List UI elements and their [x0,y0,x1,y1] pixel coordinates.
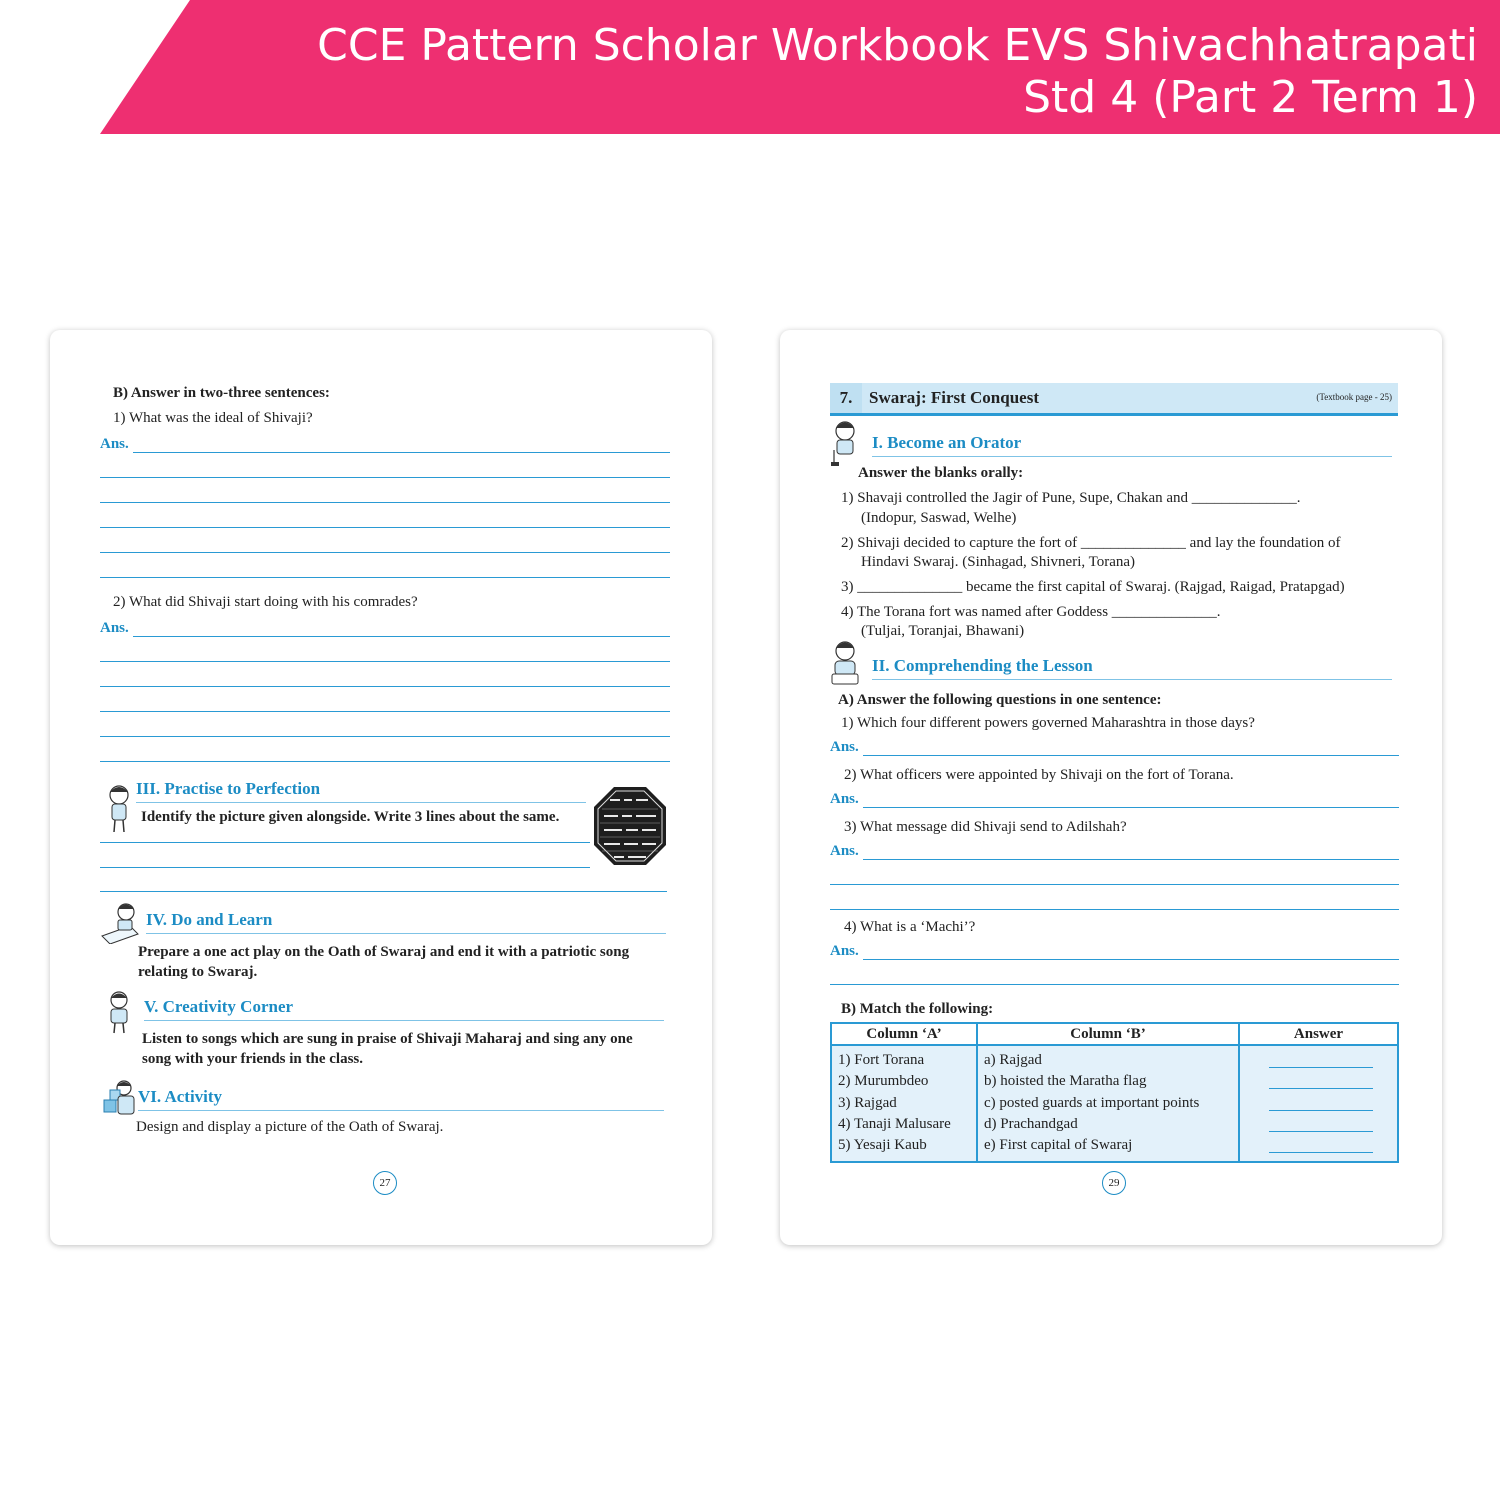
answer-blank[interactable] [1269,1110,1373,1111]
answer-label: Ans. [830,791,859,807]
orator-subheading: Answer the blanks orally: [858,465,1024,481]
textbook-reference: (Textbook page - 25) [1316,392,1392,402]
answer-line[interactable] [863,959,1399,960]
answer-line[interactable] [100,867,590,868]
section-rule [144,1020,664,1021]
answer-line[interactable] [100,477,670,478]
reading-student-icon [106,991,132,1035]
column-b-item: b) hoisted the Maratha flag [984,1073,1147,1090]
answer-line[interactable] [100,761,670,762]
banner-title-line2: Std 4 (Part 2 Term 1) [1023,72,1478,123]
column-a-header: Column ‘A’ [831,1023,977,1045]
student-icon [105,784,133,834]
column-a-item: 5) Yesaji Kaub [838,1137,927,1154]
royal-seal-image [592,785,668,867]
comprehension-question-4: 4) What is a ‘Machi’? [844,919,976,935]
left-page [50,330,712,1245]
creativity-line1: Listen to songs which are sung in praise of Shivaji Maharaj and sing any one [142,1031,633,1047]
answer-label: Ans. [830,943,859,959]
answer-blank[interactable] [1269,1067,1373,1068]
column-b-cell [977,1045,1239,1162]
orator-item-1: 1) Shavaji controlled the Jagir of Pune, Supe, Chakan and ______________. [841,490,1301,506]
answer-line[interactable] [100,686,670,687]
answer-line[interactable] [863,807,1399,808]
title-banner [0,0,1500,134]
orator-heading: I. Become an Orator [872,433,1022,452]
do-learn-heading: IV. Do and Learn [146,910,273,929]
orator-item-4: 4) The Torana fort was named after Goddess ______________. [841,604,1221,620]
column-a-item: 4) Tanaji Malusare [838,1115,951,1132]
page-number: 29 [1102,1171,1126,1195]
answer-line[interactable] [133,636,670,637]
column-b-item: e) First capital of Swaraj [984,1137,1133,1154]
answer-blank[interactable] [1269,1088,1373,1089]
comprehension-question-3: 3) What message did Shivaji send to Adilshah? [844,819,1127,835]
banner-title [178,20,1478,124]
do-learn-line2: relating to Swaraj. [138,964,258,980]
answer-line[interactable] [100,842,590,843]
column-a-item: 2) Murumbdeo [838,1073,929,1090]
comprehending-subheading: A) Answer the following questions in one sentence: [838,692,1162,708]
orator-student-icon [830,420,860,468]
activity-line1: Design and display a picture of the Oath of Swaraj. [136,1119,444,1135]
orator-item-4-options: (Tuljai, Toranjai, Bhawani) [861,623,1025,639]
answer-line[interactable] [133,452,670,453]
answer-line[interactable] [830,984,1399,985]
orator-item-2: 2) Shivaji decided to capture the fort of ______________ and lay the foundation of [841,535,1341,551]
answer-label: Ans. [830,739,859,755]
answer-line[interactable] [100,891,667,892]
chapter-number: 7. [830,383,862,413]
answer-line[interactable] [100,502,670,503]
comprehending-heading: II. Comprehending the Lesson [872,656,1093,675]
answer-cell [1239,1045,1398,1162]
column-a-item: 3) Rajgad [838,1094,897,1111]
practise-heading: III. Practise to Perfection [136,779,321,798]
answer-label: Ans. [830,843,859,859]
answer-line[interactable] [830,884,1399,885]
activity-heading: VI. Activity [138,1087,223,1106]
answer-line[interactable] [100,661,670,662]
answer-label: Ans. [100,436,129,452]
answer-blank[interactable] [1269,1152,1373,1153]
writing-student-icon [100,902,140,944]
comprehension-question-1: 1) Which four different powers governed Maharashtra in those days? [841,715,1255,731]
column-a-item: 1) Fort Torana [838,1052,925,1068]
answer-line[interactable] [100,527,670,528]
question-1: 1) What was the ideal of Shivaji? [113,410,313,426]
practise-instruction: Identify the picture given alongside. Write 3 lines about the same. [141,809,560,825]
comprehension-question-2: 2) What officers were appointed by Shivaji on the fort of Torana. [844,767,1234,783]
match-table [830,1022,1399,1163]
orator-item-3: 3) ______________ became the first capital of Swaraj. (Rajgad, Raigad, Pratapgad) [841,579,1345,595]
chapter-header [830,383,1398,416]
column-b-item: a) Rajgad [984,1052,1042,1068]
answer-line[interactable] [863,859,1399,860]
section-rule [136,802,586,803]
match-heading: B) Match the following: [841,1001,994,1017]
banner-title-line1: CCE Pattern Scholar Workbook EVS Shivachhatrapati [317,20,1478,71]
creativity-heading: V. Creativity Corner [144,997,294,1016]
section-b-heading: B) Answer in two-three sentences: [113,385,330,401]
answer-line[interactable] [863,755,1399,756]
building-blocks-icon [102,1080,138,1118]
answer-blank[interactable] [1269,1131,1373,1132]
chapter-title: Swaraj: First Conquest [869,388,1039,407]
creativity-line2: song with your friends in the class. [142,1051,364,1067]
answer-label: Ans. [100,620,129,636]
page-number: 27 [373,1171,397,1195]
answer-line[interactable] [100,577,670,578]
answer-line[interactable] [100,711,670,712]
section-rule [146,933,666,934]
answer-header: Answer [1239,1023,1398,1045]
orator-item-2-options: Hindavi Swaraj. (Sinhagad, Shivneri, Torana) [861,554,1136,570]
answer-line[interactable] [830,909,1399,910]
answer-line[interactable] [100,552,670,553]
column-b-item: d) Prachandgad [984,1115,1078,1132]
section-rule [872,679,1392,680]
orator-item-1-options: (Indopur, Saswad, Welhe) [861,510,1017,526]
section-rule [872,456,1392,457]
column-b-item: c) posted guards at important points [984,1094,1200,1111]
answer-line[interactable] [100,736,670,737]
column-b-header: Column ‘B’ [977,1023,1239,1045]
do-learn-line1: Prepare a one act play on the Oath of Swaraj and end it with a patriotic song [138,944,630,960]
section-rule [138,1110,664,1111]
question-2: 2) What did Shivaji start doing with his comrades? [113,594,418,610]
thinking-student-icon [830,640,860,686]
right-page [780,330,1442,1245]
column-a-cell [831,1045,977,1162]
